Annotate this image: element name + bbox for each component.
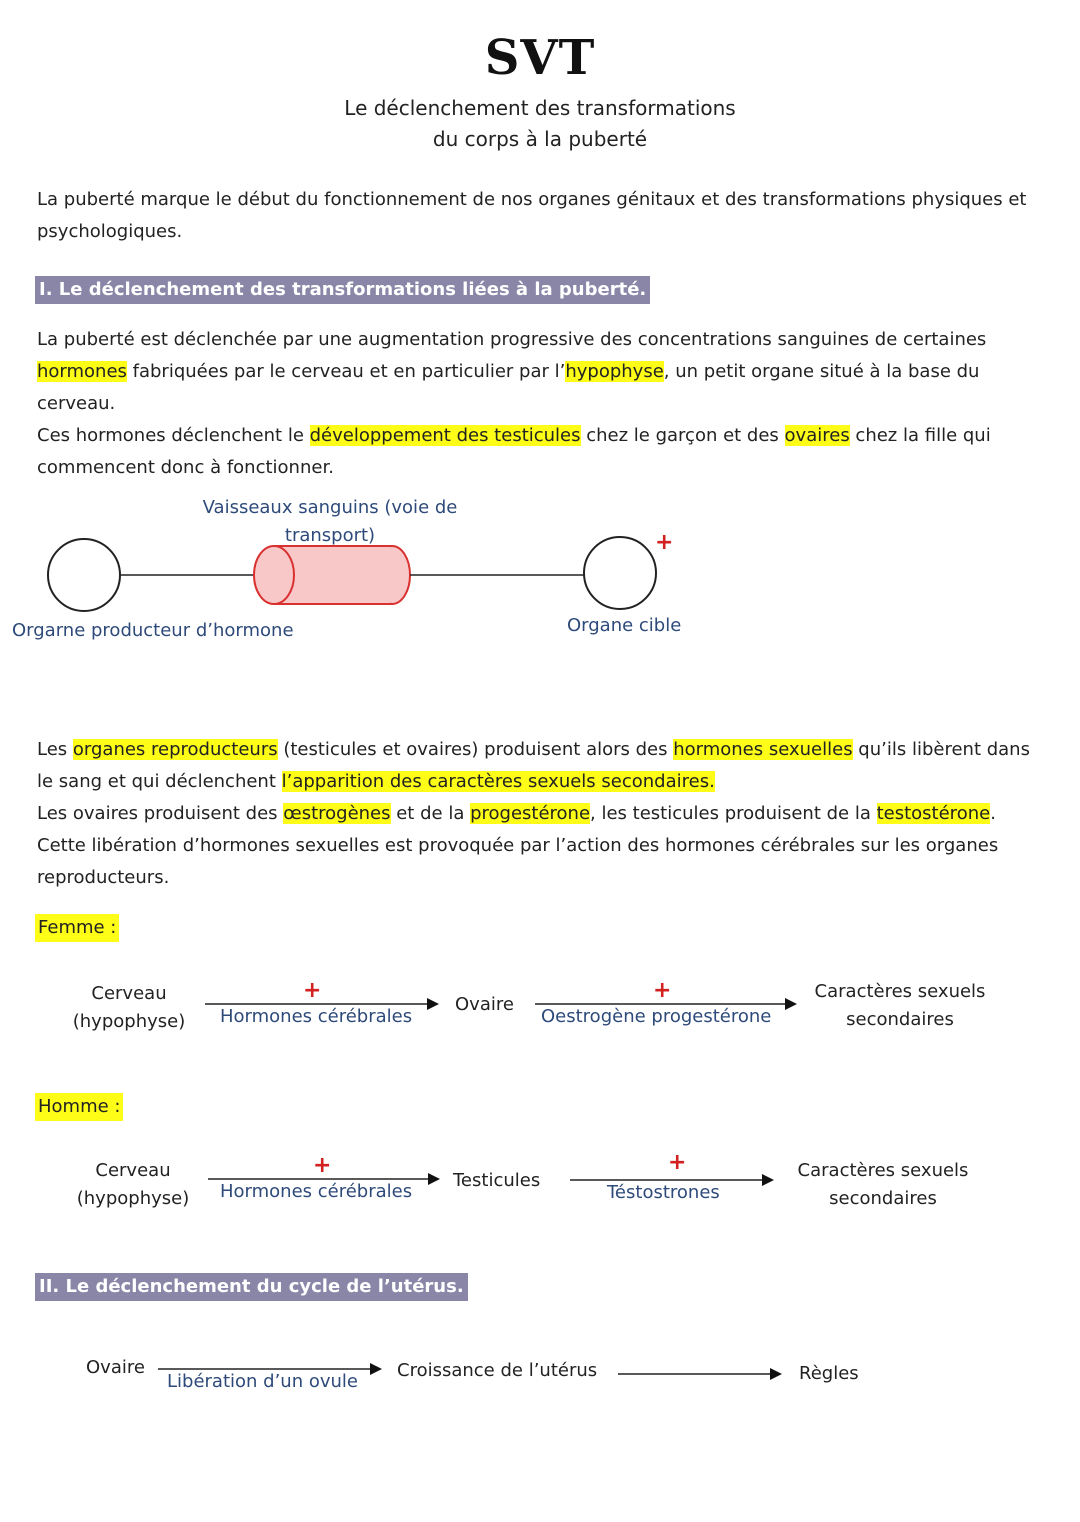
paragraph-liberation: Cette libération d’hormones sexuelles est provoquée par l’action des hormones cérébrales sur les organes reproducteurs. — [37, 835, 999, 888]
subtitle-line-1: Le déclenchement des transformations — [344, 96, 736, 120]
text: chez le garçon et des — [580, 425, 785, 446]
femme-result — [800, 978, 1000, 1034]
highlight-hormones: hormones — [37, 361, 127, 382]
page-title: SVT — [484, 30, 596, 86]
femme-plus-2: + — [653, 978, 672, 1003]
homme-source — [68, 1157, 198, 1213]
hormone-transport-diagram — [0, 530, 1080, 620]
target-organ-circle — [584, 537, 656, 609]
femme-middle: Ovaire — [455, 994, 514, 1015]
highlight-testicules: développement des testicules — [309, 425, 581, 446]
femme-source-line2: (hypophyse) — [72, 1011, 186, 1032]
homme-plus-2: + — [668, 1150, 687, 1175]
femme-arrow-2-label: Oestrogène progestérone — [541, 1006, 772, 1027]
text: chez la fille qui commencent donc à fonctionner. — [37, 425, 991, 478]
homme-result-line2: secondaires — [829, 1188, 937, 1209]
uterus-source: Ovaire — [86, 1357, 145, 1378]
femme-tag: Femme : — [35, 914, 119, 942]
homme-arrow-1-label: Hormones cérébrales — [220, 1181, 413, 1202]
femme-result-line2: secondaires — [846, 1009, 954, 1030]
femme-arrow-1-label: Hormones cérébrales — [220, 1006, 413, 1027]
text: Les — [37, 739, 73, 760]
homme-tag: Homme : — [35, 1093, 123, 1121]
homme-arrow-2-label: Téstostrones — [607, 1182, 720, 1203]
paragraph-reproductive-organs — [37, 734, 1047, 798]
text: fabriquées par le cerveau et en particulier par l’ — [126, 361, 566, 382]
text: qu’ils libèrent dans le sang et qui déclenchent — [37, 739, 1030, 792]
vessel-label: Vaisseaux sanguins (voie de transport) — [202, 497, 458, 546]
paragraph-sex-hormones — [37, 798, 1047, 830]
highlight-progesterone: progestérone — [470, 803, 591, 824]
text: Les ovaires produisent des — [37, 803, 284, 824]
target-label: Organe cible — [567, 615, 682, 636]
text: , un petit organe situé à la base du cerveau. — [37, 361, 980, 414]
text: et de la — [390, 803, 471, 824]
text: , les testicules produisent de la — [590, 803, 877, 824]
uterus-arrow-2 — [618, 1364, 788, 1384]
homme-result-line1: Caractères sexuels — [797, 1160, 969, 1181]
homme-source-line2: (hypophyse) — [76, 1188, 190, 1209]
uterus-result: Règles — [799, 1363, 859, 1384]
highlight-testosterone: testostérone — [876, 803, 991, 824]
section-2-heading: II. Le déclenchement du cycle de l’utérus. — [35, 1273, 468, 1301]
uterus-middle: Croissance de l’utérus — [397, 1360, 598, 1381]
femme-result-line1: Caractères sexuels — [814, 981, 986, 1002]
text: La puberté est déclenchée par une augmentation progressive des concentrations sanguines de certaines — [37, 329, 987, 350]
highlight-hormones-sexuelles: hormones sexuelles — [673, 739, 853, 760]
producer-label: Orgarne producteur d’hormone — [12, 620, 294, 641]
section-1-heading: I. Le déclenchement des transformations liées à la puberté. — [35, 276, 650, 304]
paragraph-development — [37, 420, 1047, 484]
paragraph-hormones — [37, 324, 1047, 420]
homme-middle: Testicules — [453, 1170, 541, 1191]
highlight-oestrogenes: œstrogènes — [283, 803, 391, 824]
highlight-caracteres: l’apparition des caractères sexuels secondaires. — [281, 771, 715, 792]
uterus-arrow-1-label: Libération d’un ovule — [167, 1371, 358, 1392]
highlight-hypophyse: hypophyse — [565, 361, 664, 382]
vessel-end-left — [254, 546, 294, 604]
subtitle-line-2: du corps à la puberté — [432, 127, 648, 151]
text: (testicules et ovaires) produisent alors des — [277, 739, 674, 760]
femme-source — [64, 980, 194, 1036]
intro-paragraph: La puberté marque le début du fonctionnement de nos organes génitaux et des transformations physiques et psychologiques. — [37, 189, 1027, 242]
highlight-organes-reproducteurs: organes reproducteurs — [72, 739, 278, 760]
homme-plus-1: + — [313, 1153, 332, 1178]
homme-result — [783, 1157, 983, 1213]
homme-source-line1: Cerveau — [95, 1160, 171, 1181]
plus-icon: + — [655, 530, 674, 555]
text: . — [990, 803, 996, 824]
producer-organ-circle — [48, 539, 120, 611]
highlight-ovaires: ovaires — [784, 425, 850, 446]
text: Ces hormones déclenchent le — [37, 425, 310, 446]
femme-source-line1: Cerveau — [91, 983, 167, 1004]
femme-plus-1: + — [303, 978, 322, 1003]
